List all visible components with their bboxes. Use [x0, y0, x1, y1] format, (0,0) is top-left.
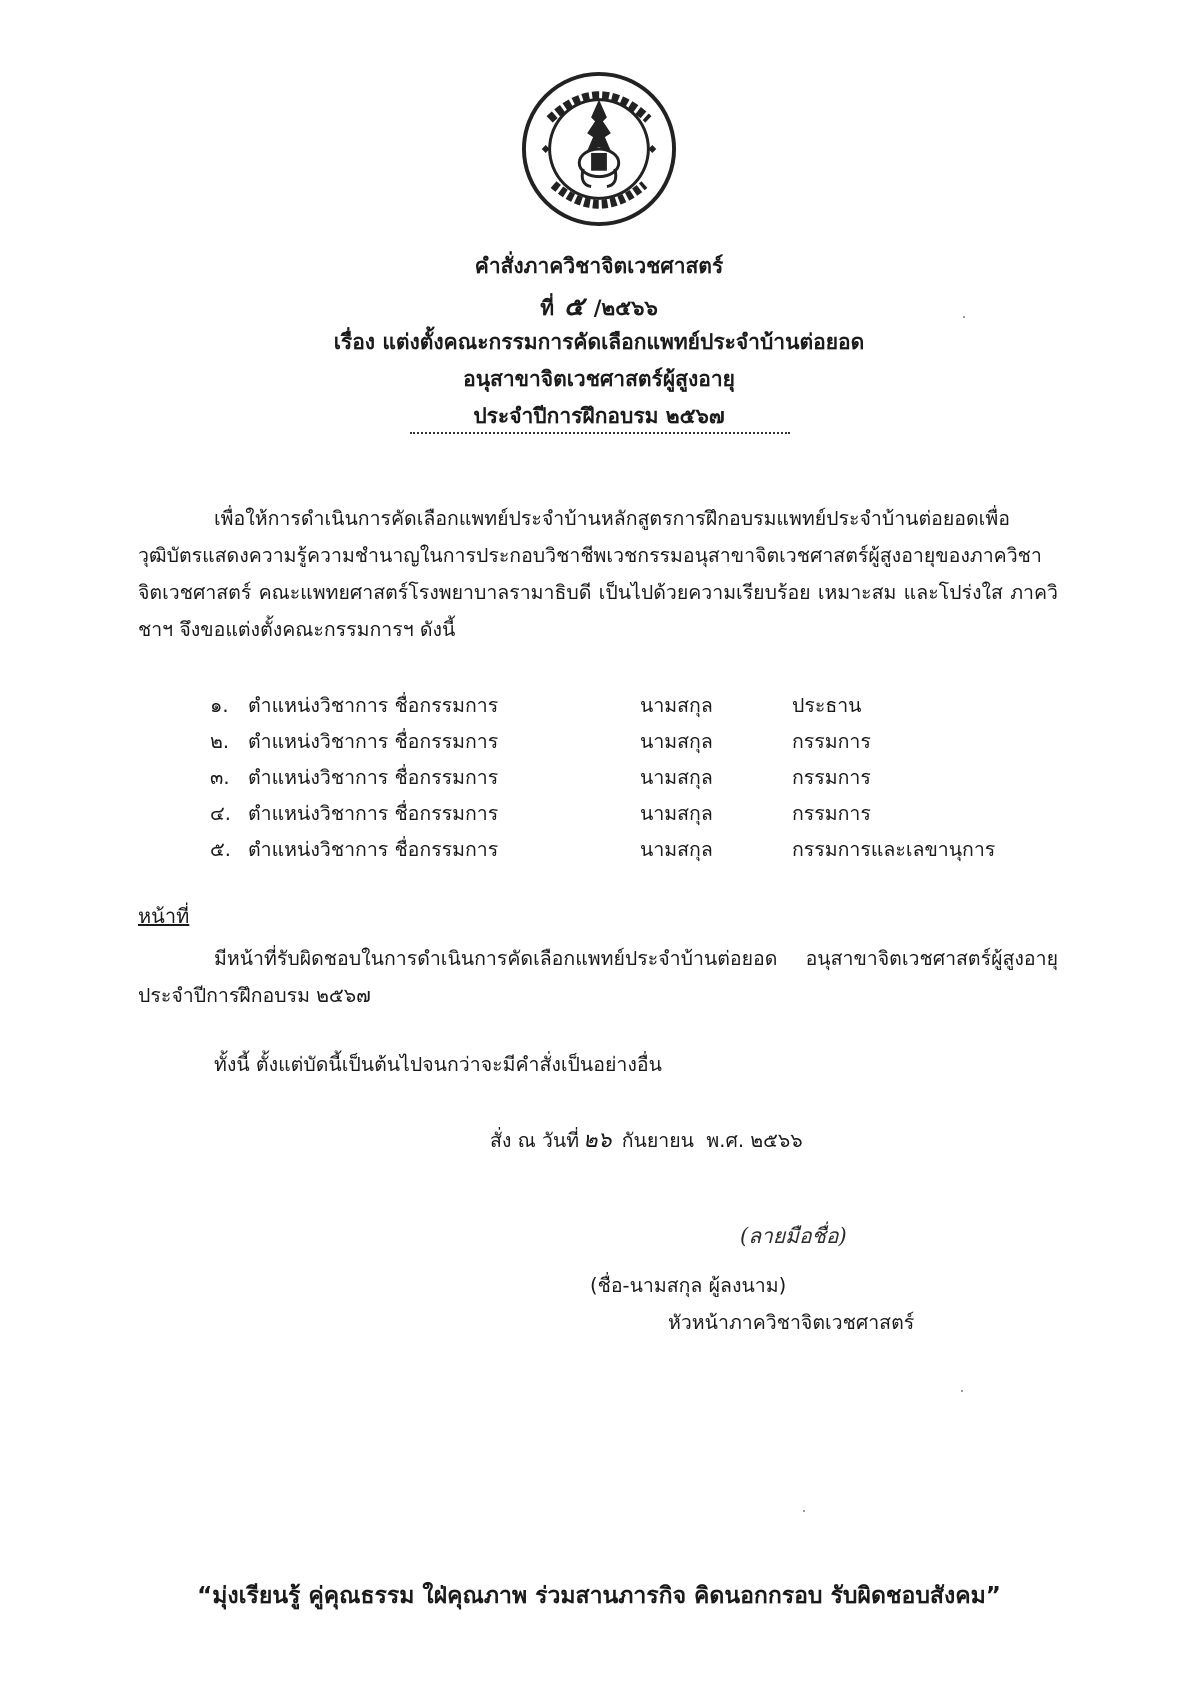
order-year: /๒๕๖๖	[593, 296, 658, 320]
subject-line-1: เรื่อง แต่งตั้งคณะกรรมการคัดเลือกแพทย์ประจำบ้านต่อยอด	[333, 330, 865, 354]
member-number: ๕.	[210, 838, 231, 861]
title-divider	[410, 432, 790, 434]
scan-speck	[961, 1390, 963, 1392]
order-number	[0, 286, 1198, 327]
member-role: กรรมการ	[792, 730, 871, 753]
member-surname: นามสกุล	[640, 766, 713, 789]
signature-handwritten-first: (ลายมือชื่อ)	[740, 1224, 847, 1248]
duties-paragraph: มีหน้าที่รับผิดชอบในการดำเนินการคัดเลือกแพทย์ประจำบ้านต่อยอด อนุสาขาจิตเวชศาสตร์ผู้สูงอายุ ประจำปีการฝึกอบรม ๒๕๖๗	[138, 947, 1058, 1007]
member-role: กรรมการ	[792, 766, 871, 789]
effective-statement: ทั้งนี้ ตั้งแต่บัดนี้เป็นต้นไปจนกว่าจะมีคำสั่งเป็นอย่างอื่น	[214, 1053, 662, 1076]
member-number: ๓.	[210, 766, 230, 789]
member-surname: นามสกุล	[640, 694, 713, 717]
subject-line-2: อนุสาขาจิตเวชศาสตร์ผู้สูงอายุ	[463, 367, 735, 391]
university-seal-icon	[520, 70, 678, 228]
order-prefix: ที่	[540, 296, 555, 320]
intro-paragraph: เพื่อให้การดำเนินการคัดเลือกแพทย์ประจำบ้านหลักสูตรการฝึกอบรมแพทย์ประจำบ้านต่อยอดเพื่อวุฒิบัตรแสดงความรู้ความชำนาญในการประกอบวิชาชีพเวชกรรมอนุสาขาจิตเวชศาสตร์ผู้สูงอายุของภาควิชาจิตเวชศาสตร์ คณะแพทยศาสตร์โรงพยาบาลรามาธิบดี เป็นไปด้วยความเรียบร้อย เหมาะสม และโปร่งใส ภาควิชาฯ จึงขอแต่งตั้งคณะกรรมการฯ ดังนี้	[138, 507, 1058, 641]
member-surname: นามสกุล	[640, 802, 713, 825]
scan-speck	[803, 1510, 805, 1512]
member-role: ประธาน	[792, 694, 862, 717]
order-date	[490, 1122, 803, 1157]
member-row	[210, 690, 1030, 724]
duties-heading: หน้าที่	[138, 904, 190, 928]
member-row	[210, 834, 1030, 868]
member-number: ๑.	[210, 694, 229, 717]
member-surname: นามสกุล	[640, 838, 713, 861]
date-prefix: สั่ง ณ วันที่	[490, 1129, 580, 1152]
date-day-handwritten: ๒๖	[583, 1128, 612, 1153]
order-number-handwritten: ๕	[564, 292, 584, 322]
signatory-name: (ชื่อ-นามสกุล ผู้ลงนาม)	[590, 1274, 787, 1297]
member-row	[210, 798, 1030, 832]
subject-line-3: ประจำปีการฝึกอบรม ๒๕๖๗	[473, 404, 725, 428]
member-name: ตำแหน่งวิชาการ ชื่อกรรมการ	[248, 802, 499, 825]
signatory-title: หัวหน้าภาควิชาจิตเวชศาสตร์	[668, 1311, 915, 1334]
member-number: ๒.	[210, 730, 230, 753]
footer-motto: “มุ่งเรียนรู้ คู่คุณธรรม ใฝ่คุณภาพ ร่วมสานภารกิจ คิดนอกกรอบ รับผิดชอบสังคม”	[197, 1583, 1001, 1609]
date-year: ๒๕๖๖	[750, 1129, 803, 1152]
scan-speck	[963, 316, 965, 318]
member-name: ตำแหน่งวิชาการ ชื่อกรรมการ	[248, 694, 499, 717]
member-surname: นามสกุล	[640, 730, 713, 753]
date-era: พ.ศ.	[706, 1129, 745, 1152]
order-title: คำสั่งภาควิชาจิตเวชศาสตร์	[474, 254, 724, 278]
member-row	[210, 762, 1030, 796]
member-name: ตำแหน่งวิชาการ ชื่อกรรมการ	[248, 730, 499, 753]
member-role: กรรมการและเลขานุการ	[792, 838, 996, 861]
member-role: กรรมการ	[792, 802, 871, 825]
date-month: กันยายน	[621, 1129, 694, 1152]
member-row	[210, 726, 1030, 760]
member-name: ตำแหน่งวิชาการ ชื่อกรรมการ	[248, 766, 499, 789]
member-number: ๔.	[210, 802, 231, 825]
member-name: ตำแหน่งวิชาการ ชื่อกรรมการ	[248, 838, 499, 861]
